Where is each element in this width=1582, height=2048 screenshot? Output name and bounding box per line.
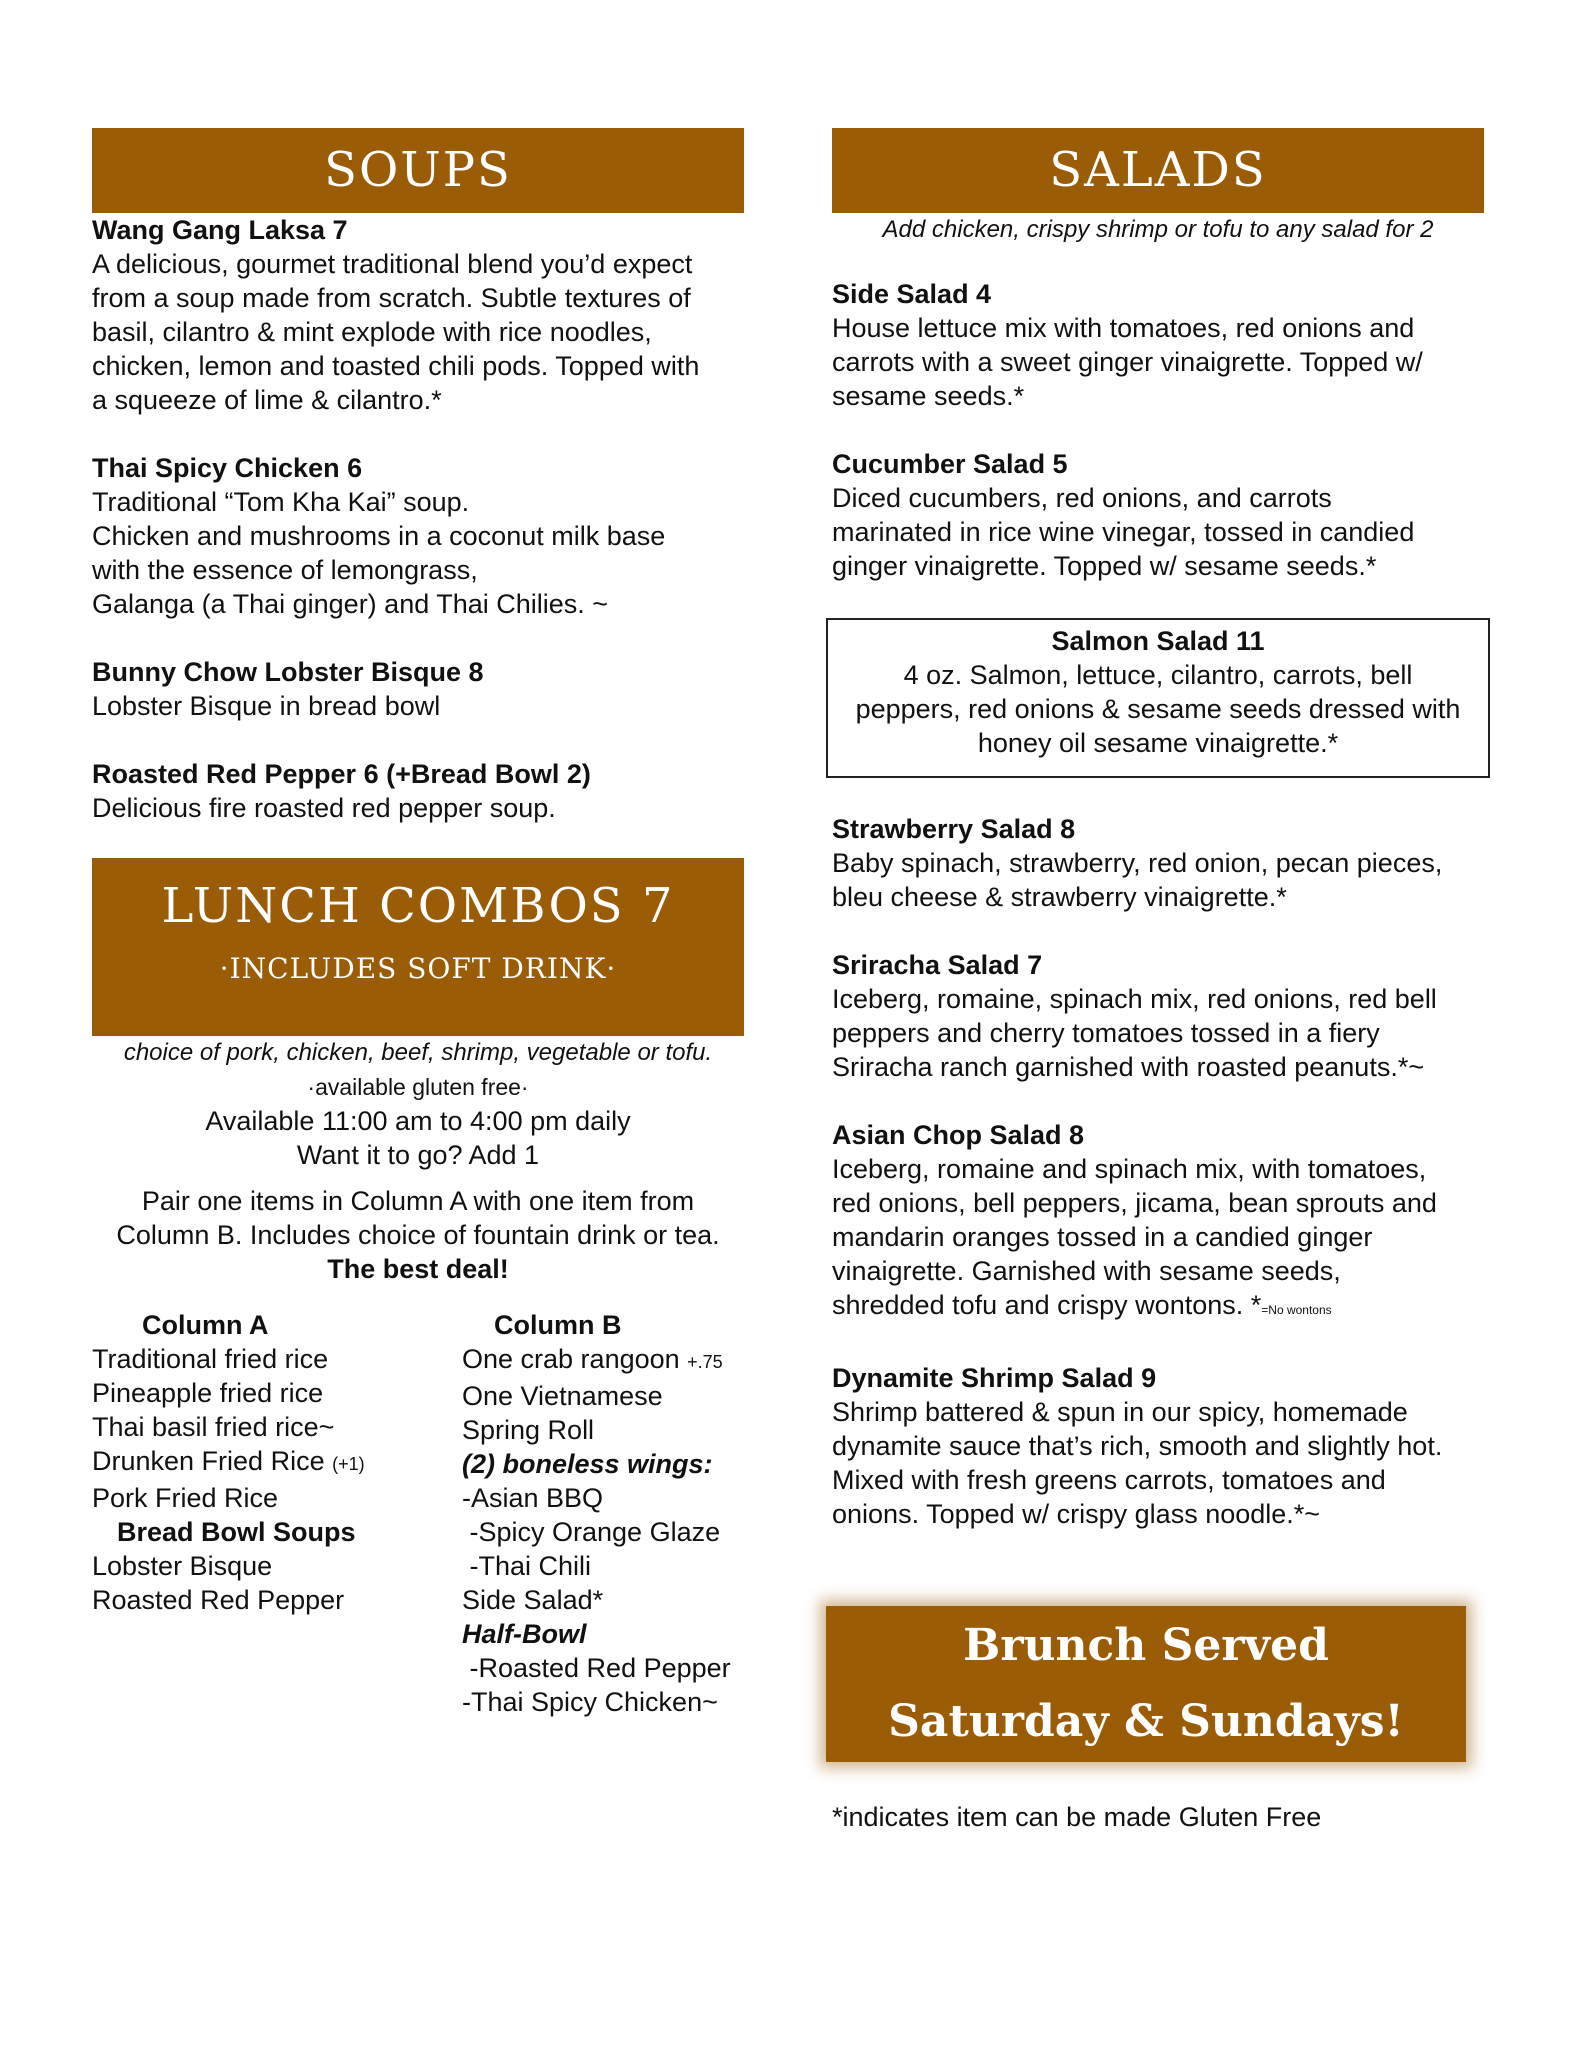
salad-desc: House lettuce mix with tomatoes, red onions and: [832, 313, 1415, 343]
salad-desc: peppers and cherry tomatoes tossed in a fiery: [832, 1018, 1380, 1048]
soup-desc: A delicious, gourmet traditional blend you’d expect: [92, 249, 693, 279]
list-item: Lobster Bisque: [92, 1551, 273, 1581]
lunch-combos-details: [92, 1036, 744, 1286]
soup-desc: Delicious fire roasted red pepper soup.: [92, 793, 556, 823]
salad-desc: ginger vinaigrette. Topped w/ sesame seeds.*: [832, 551, 1377, 581]
salad-desc: red onions, bell peppers, jicama, bean sprouts and: [832, 1188, 1437, 1218]
salad-desc: onions. Topped w/ crispy glass noodle.*~: [832, 1499, 1321, 1529]
price-note: (+1): [332, 1454, 365, 1474]
list-item: Spring Roll: [462, 1415, 595, 1445]
soup-desc: chicken, lemon and toasted chili pods. Topped with: [92, 351, 700, 381]
column-a: [92, 1308, 432, 1617]
no-wontons-note: =No wontons: [1261, 1303, 1332, 1317]
wings-header: (2) boneless wings:: [462, 1449, 713, 1479]
salad-desc: Diced cucumbers, red onions, and carrots: [832, 483, 1332, 513]
list-item: Pineapple fried rice: [92, 1378, 324, 1408]
salad-desc: honey oil sesame vinaigrette.*: [977, 728, 1339, 758]
lunch-combos-banner: [92, 858, 744, 1036]
salads-title: SALADS: [1049, 142, 1267, 198]
lunch-hours: Available 11:00 am to 4:00 pm daily: [205, 1106, 631, 1136]
soup-name: Roasted Red Pepper 6 (+Bread Bowl 2): [92, 759, 591, 789]
soup-desc: a squeeze of lime & cilantro.*: [92, 385, 442, 415]
salad-desc: mandarin oranges tossed in a candied ginger: [832, 1222, 1373, 1252]
list-item: -Asian BBQ: [462, 1483, 604, 1513]
list-item: One Vietnamese: [462, 1381, 663, 1411]
lunch-combos-title: LUNCH COMBOS 7: [161, 878, 675, 934]
list-item: -Thai Chili: [462, 1551, 592, 1581]
soup-desc: basil, cilantro & mint explode with rice noodles,: [92, 317, 652, 347]
salad-desc: vinaigrette. Garnished with sesame seeds,: [832, 1256, 1341, 1286]
list-item: Roasted Red Pepper: [92, 1585, 345, 1615]
column-b-header: Column B: [494, 1310, 622, 1340]
lunch-choice: choice of pork, chicken, beef, shrimp, vegetable or tofu.: [123, 1039, 713, 1066]
soup-name: Thai Spicy Chicken 6: [92, 453, 363, 483]
list-item: -Thai Spicy Chicken~: [462, 1687, 718, 1717]
lunch-pair-text: Pair one items in Column A with one item from: [141, 1186, 695, 1216]
salad-desc: dynamite sauce that’s rich, smooth and slightly hot.: [832, 1431, 1443, 1461]
salads-banner: [832, 128, 1484, 213]
list-item: Pork Fried Rice: [92, 1483, 279, 1513]
soup-desc: Chicken and mushrooms in a coconut milk base: [92, 521, 666, 551]
soups-title: SOUPS: [324, 142, 512, 198]
salad-desc: sesame seeds.*: [832, 381, 1025, 411]
list-item: Traditional fried rice: [92, 1344, 329, 1374]
salad-name: Sriracha Salad 7: [832, 950, 1043, 980]
lunch-pair-text: Column B. Includes choice of fountain drink or tea.: [116, 1220, 720, 1250]
brunch-banner: [826, 1606, 1466, 1762]
lunch-gluten-note: ·available gluten free·: [307, 1074, 529, 1100]
soup-desc: from a soup made from scratch. Subtle textures of: [92, 283, 691, 313]
soup-name: Bunny Chow Lobster Bisque 8: [92, 657, 484, 687]
salad-name: Dynamite Shrimp Salad 9: [832, 1363, 1157, 1393]
salad-desc: Baby spinach, strawberry, red onion, pecan pieces,: [832, 848, 1443, 878]
salad-desc: peppers, red onions & sesame seeds dressed with: [855, 694, 1461, 724]
soup-name: Wang Gang Laksa 7: [92, 215, 348, 245]
salad-name: Cucumber Salad 5: [832, 449, 1068, 479]
salad-desc: Iceberg, romaine and spinach mix, with tomatoes,: [832, 1154, 1427, 1184]
bread-bowl-header: Bread Bowl Soups: [117, 1517, 356, 1547]
soups-banner: [92, 128, 744, 213]
salad-desc: Mixed with fresh greens carrots, tomatoes and: [832, 1465, 1386, 1495]
salad-desc: carrots with a sweet ginger vinaigrette. Topped w/: [832, 347, 1423, 377]
brunch-line-1: Brunch Served: [963, 1620, 1329, 1671]
salad-desc: Shrimp battered & spun in our spicy, homemade: [832, 1397, 1408, 1427]
soup-desc: with the essence of lemongrass,: [92, 555, 478, 585]
salads-list-lower: [832, 812, 1492, 1531]
gluten-free-footnote: [832, 1800, 1484, 1834]
salad-desc: 4 oz. Salmon, lettuce, cilantro, carrots, bell: [903, 660, 1413, 690]
salad-desc: Sriracha ranch garnished with roasted peanuts.*~: [832, 1052, 1425, 1082]
list-item: -Spicy Orange Glaze: [462, 1517, 721, 1547]
lunch-best-deal: The best deal!: [327, 1254, 509, 1284]
salad-desc: bleu cheese & strawberry vinaigrette.*: [832, 882, 1287, 912]
list-item: Thai basil fried rice~: [92, 1412, 335, 1442]
price-note: +.75: [687, 1352, 723, 1372]
column-b: [462, 1308, 762, 1719]
soups-list: [92, 213, 752, 825]
list-item: -Roasted Red Pepper: [462, 1653, 731, 1683]
lunch-combos-subtitle: ·INCLUDES SOFT DRINK·: [219, 952, 617, 985]
list-item: Drunken Fried Rice (+1): [92, 1446, 365, 1476]
salad-desc: shredded tofu and crispy wontons. *=No wontons: [832, 1290, 1332, 1320]
salad-desc: Iceberg, romaine, spinach mix, red onions, red bell: [832, 984, 1437, 1014]
footnote-text: *indicates item can be made Gluten Free: [832, 1802, 1322, 1832]
half-bowl-header: Half-Bowl: [462, 1619, 587, 1649]
column-a-header: Column A: [142, 1310, 269, 1340]
lunch-togo: Want it to go? Add 1: [296, 1140, 540, 1170]
soup-desc: Traditional “Tom Kha Kai” soup.: [92, 487, 470, 517]
brunch-line-2: Saturday & Sundays!: [888, 1696, 1404, 1747]
salads-list-upper: [832, 213, 1484, 583]
list-item: Side Salad*: [462, 1585, 604, 1615]
salad-desc: marinated in rice wine vinegar, tossed in candied: [832, 517, 1415, 547]
salad-name: Strawberry Salad 8: [832, 814, 1076, 844]
salads-addon-note: Add chicken, crispy shrimp or tofu to any salad for 2: [882, 216, 1434, 243]
salmon-salad-box: [826, 618, 1490, 778]
salad-name: Asian Chop Salad 8: [832, 1120, 1085, 1150]
salad-name: Salmon Salad 11: [1051, 626, 1265, 656]
list-item: One crab rangoon +.75: [462, 1344, 723, 1374]
salad-name: Side Salad 4: [832, 279, 992, 309]
soup-desc: Lobster Bisque in bread bowl: [92, 691, 441, 721]
soup-desc: Galanga (a Thai ginger) and Thai Chilies. ~: [92, 589, 609, 619]
